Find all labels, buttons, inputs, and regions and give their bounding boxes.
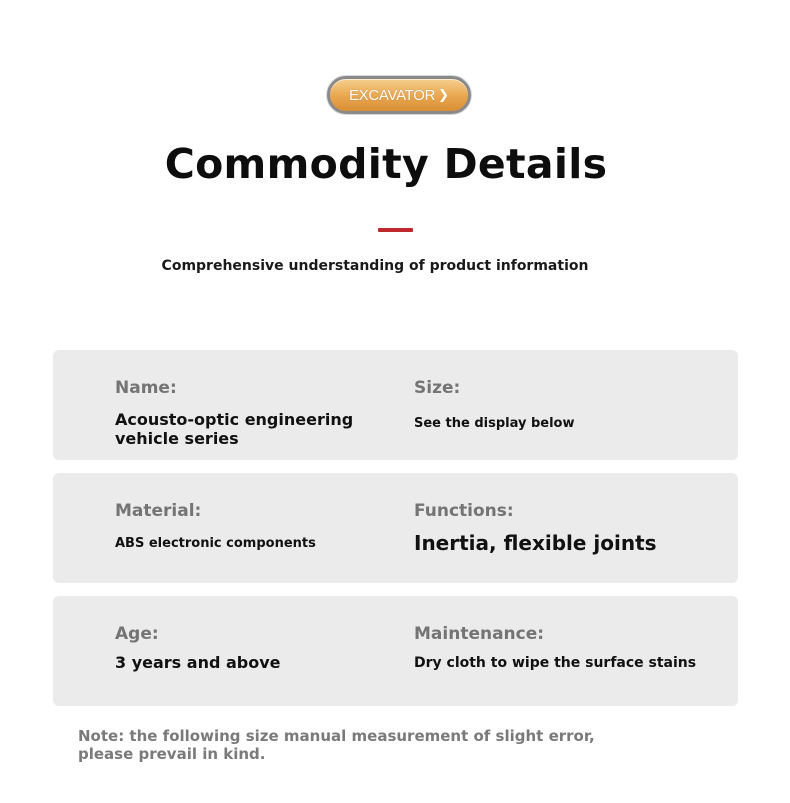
field-label: Material: [115,501,202,521]
field-label: Functions: [414,501,514,521]
page-subtitle: Comprehensive understanding of product information [161,258,589,274]
measurement-note: Note: the following size manual measurement of slight error, please prevail in kind. [78,727,595,763]
field-material [115,473,385,583]
field-age [115,596,385,706]
field-value: See the display below [414,416,575,431]
title-divider [378,228,413,232]
detail-card-age-maintenance [53,596,738,706]
detail-card-material-functions [53,473,738,583]
detail-card-name-size [53,350,738,460]
field-value: ABS electronic components [115,536,316,551]
field-label: Age: [115,624,159,644]
field-value: Dry cloth to wipe the surface stains [414,655,697,671]
field-functions [414,473,714,583]
field-label: Maintenance: [414,624,545,644]
badge-label: EXCAVATOR [348,86,436,104]
chevron-right-icon: ❯ [438,87,450,103]
field-label: Size: [414,378,461,398]
category-badge [327,76,471,114]
field-size [414,350,714,460]
field-name [115,350,385,460]
field-maintenance [414,596,714,706]
field-value: Inertia, flexible joints [414,531,657,555]
field-label: Name: [115,378,177,398]
field-value: Acousto-optic engineering vehicle series [115,410,354,449]
page-title: Commodity Details [164,140,608,188]
field-value: 3 years and above [115,653,281,672]
